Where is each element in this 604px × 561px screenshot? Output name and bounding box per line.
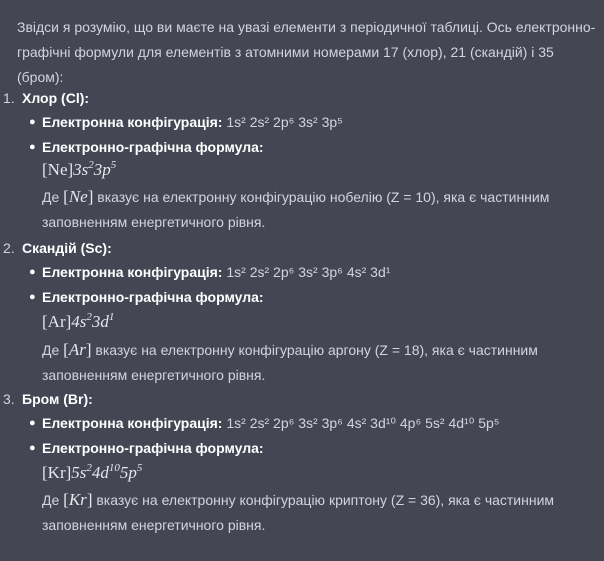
graphic-formula bbox=[42, 310, 114, 334]
formula-term: $3d^1$ bbox=[91, 311, 115, 331]
formula-core: [Kr] bbox=[42, 463, 72, 482]
formula-note: Де [Ar] вказує на електронну конфігурацію аргону (Z = 18), яка є частинним заповненням енергетичного рівня. bbox=[42, 340, 538, 383]
formula-label: Електронно-графічна формула: bbox=[42, 139, 264, 155]
list-number: 1. bbox=[3, 90, 15, 106]
formula-label-row bbox=[42, 436, 264, 460]
config-label: Електронна конфігурація: bbox=[42, 264, 223, 280]
formula-core: [Ne] bbox=[42, 160, 74, 179]
intro-text: Звідси я розумію, що ви маєте на увазі елементи з періодичної таблиці. Ось електронно-графічні формули для елементів з атомними номерами 17 (хлор), 21 (скандій) і 35 (бром): bbox=[17, 19, 596, 85]
config-row bbox=[42, 411, 500, 435]
formula-core: [Ar] bbox=[42, 312, 72, 331]
config-value: 1s² 2s² 2p⁶ 3s² 3p⁶ 4s² 3d¹⁰ 4p⁶ 5s² 4d¹⁰ 5p⁵ bbox=[226, 415, 500, 431]
config-label: Електронна конфігурація: bbox=[42, 415, 223, 431]
config-label: Електронна конфігурація: bbox=[42, 114, 223, 130]
formula-label: Електронно-графічна формула: bbox=[42, 440, 264, 456]
formula-term: $5s^2$ bbox=[71, 462, 92, 482]
formula-note: Де [Ne] вказує на електронну конфігурацію нобелію (Z = 10), яка є частинним заповненням енергетичного рівня. bbox=[42, 187, 550, 230]
list-number: 3. bbox=[3, 391, 15, 407]
element-name: Бром (Br): bbox=[22, 391, 93, 407]
formula-label: Електронно-графічна формула: bbox=[42, 289, 264, 305]
bullet-icon: ● bbox=[29, 266, 36, 278]
bullet-icon: ● bbox=[29, 116, 36, 128]
config-row bbox=[42, 260, 390, 284]
element-name: Скандій (Sc): bbox=[22, 240, 112, 256]
bullet-icon: ● bbox=[29, 442, 36, 454]
bullet-icon: ● bbox=[29, 141, 36, 153]
graphic-formula bbox=[42, 158, 116, 182]
config-value: 1s² 2s² 2p⁶ 3s² 3p⁶ 4s² 3d¹ bbox=[226, 264, 391, 280]
formula-note: Де [Kr] вказує на електронну конфігурацію криптону (Z = 36), яка є частинним заповненням енергетичного рівня. bbox=[42, 490, 555, 533]
formula-term: $3p^5$ bbox=[93, 159, 117, 179]
list-number: 2. bbox=[3, 240, 15, 256]
formula-label-row bbox=[42, 135, 264, 159]
config-row bbox=[42, 110, 343, 134]
formula-term: $3s^2$ bbox=[73, 159, 94, 179]
bullet-icon: ● bbox=[29, 291, 36, 303]
formula-label-row bbox=[42, 285, 264, 309]
element-name: Хлор (Cl): bbox=[22, 90, 90, 106]
graphic-formula bbox=[42, 461, 142, 485]
bullet-icon: ● bbox=[29, 417, 36, 429]
config-value: 1s² 2s² 2p⁶ 3s² 3p⁵ bbox=[226, 114, 343, 130]
formula-term: $4d^{10}$ bbox=[91, 462, 120, 482]
formula-term: $5p^5$ bbox=[119, 462, 143, 482]
formula-term: $4s^2$ bbox=[71, 311, 92, 331]
